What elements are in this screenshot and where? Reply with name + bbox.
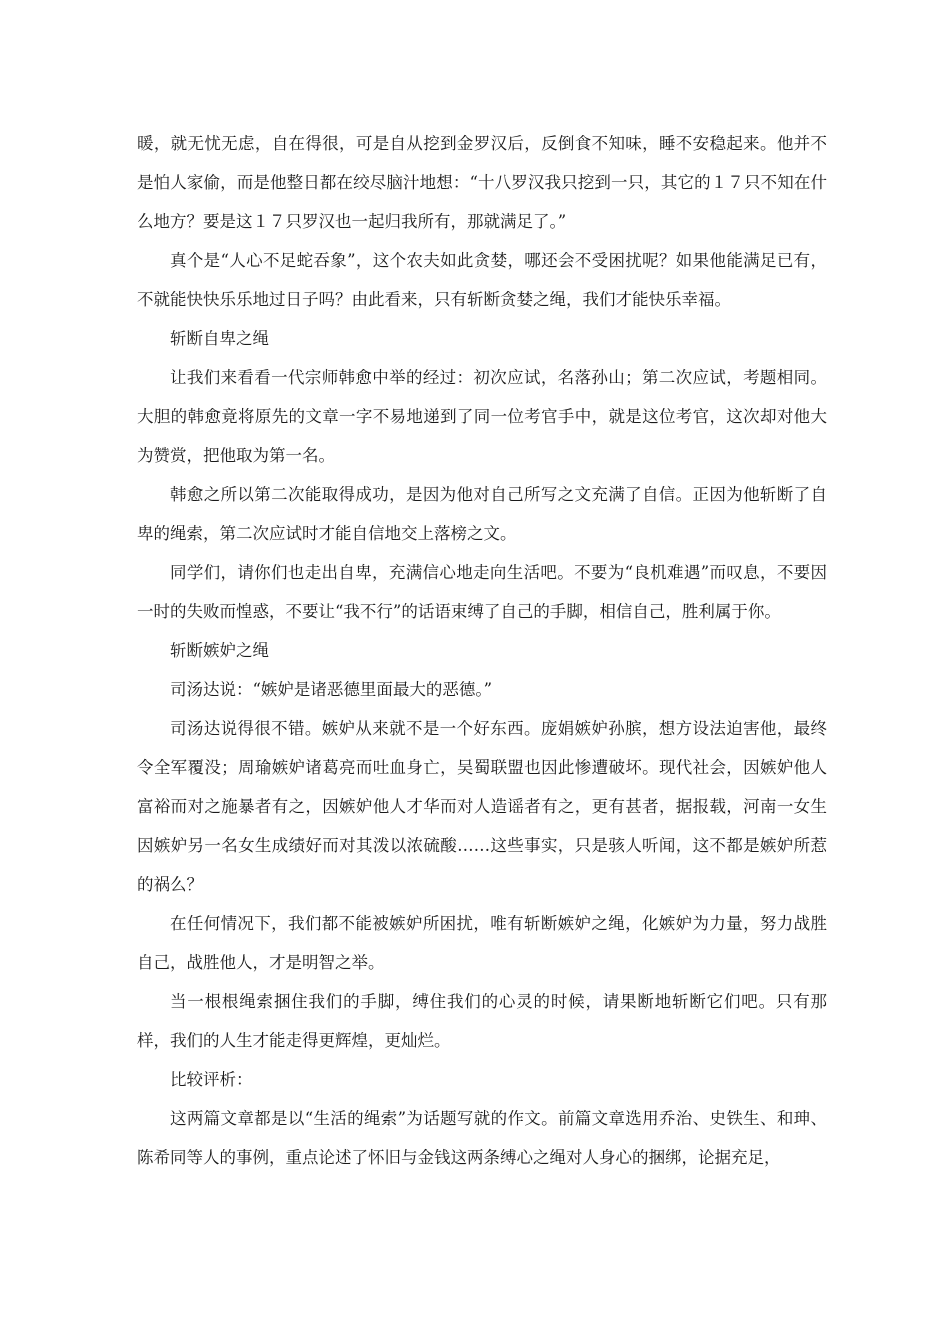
section-heading-inferiority: 斩断自卑之绳 <box>170 329 269 348</box>
paragraph-final-appeal: 当一根根绳索捆住我们的手脚，缚住我们的心灵的时候，请果断地斩断它们吧。只有那样，我们的人生才能走得更辉煌，更灿烂。 <box>137 992 827 1050</box>
paragraph-comparison-analysis: 这两篇文章都是以“生活的绳索”为话题写就的作文。前篇文章选用乔治、史铁生、和珅、陈希同等人的事例，重点论述了怀旧与金钱这两条缚心之绳对人身心的捆绑，论据充足， <box>137 1109 827 1167</box>
paragraph-han-yu-story: 让我们来看看一代宗师韩愈中举的经过：初次应试，名落孙山；第二次应试，考题相同。大胆的韩愈竟将原先的文章一字不易地递到了同一位考官手中，就是这位考官，这次却对他大为赞赏，把他取为第一名。 <box>137 368 827 465</box>
paragraph-han-yu-success: 韩愈之所以第二次能取得成功，是因为他对自己所写之文充满了自信。正因为他斩断了自卑的绳索，第二次应试时才能自信地交上落榜之文。 <box>137 485 827 543</box>
section-heading-comparison: 比较评析： <box>170 1070 253 1089</box>
paragraph-students-appeal: 同学们，请你们也走出自卑，充满信心地走向生活吧。不要为“良机难遇”而叹息，不要因一时的失败而惶惑，不要让“我不行”的话语束缚了自己的手脚，相信自己，胜利属于你。 <box>137 563 827 621</box>
paragraph-stendhal-quote: 司汤达说：“嫉妒是诸恶德里面最大的恶德。” <box>170 680 493 699</box>
paragraph-continued: 暖，就无忧无虑，自在得很，可是自从挖到金罗汉后，反倒食不知味，睡不安稳起来。他并不是怕人家偷，而是他整日都在绞尽脑汁地想：“十八罗汉我只挖到一只，其它的１７只不知在什么地方？要是这１７只罗汉也一起归我所有，那就满足了。” <box>137 134 827 231</box>
section-heading-jealousy: 斩断嫉妒之绳 <box>170 641 269 660</box>
paragraph-greed-conclusion: 真个是“人心不足蛇吞象”，这个农夫如此贪婪，哪还会不受困扰呢？如果他能满足已有，不就能快快乐乐地过日子吗？由此看来，只有斩断贪婪之绳，我们才能快乐幸福。 <box>137 251 827 309</box>
paragraph-jealousy-examples: 司汤达说得很不错。嫉妒从来就不是一个好东西。庞娟嫉妒孙膑，想方设法迫害他，最终令全军覆没；周瑜嫉妒诸葛亮而吐血身亡，吴蜀联盟也因此惨遭破坏。现代社会，因嫉妒他人富裕而对之施暴者有之，因嫉妒他人才华而对人造谣者有之，更有甚者，据报载，河南一女生因嫉妒另一名女生成绩好而对其泼以浓硫酸……这些事实，只是骇人听闻，这不都是嫉妒所惹的祸么？ <box>137 719 827 894</box>
paragraph-jealousy-conclusion: 在任何情况下，我们都不能被嫉妒所困扰，唯有斩断嫉妒之绳，化嫉妒为力量，努力战胜自己，战胜他人，才是明智之举。 <box>137 914 827 972</box>
document-body <box>137 124 827 1177</box>
